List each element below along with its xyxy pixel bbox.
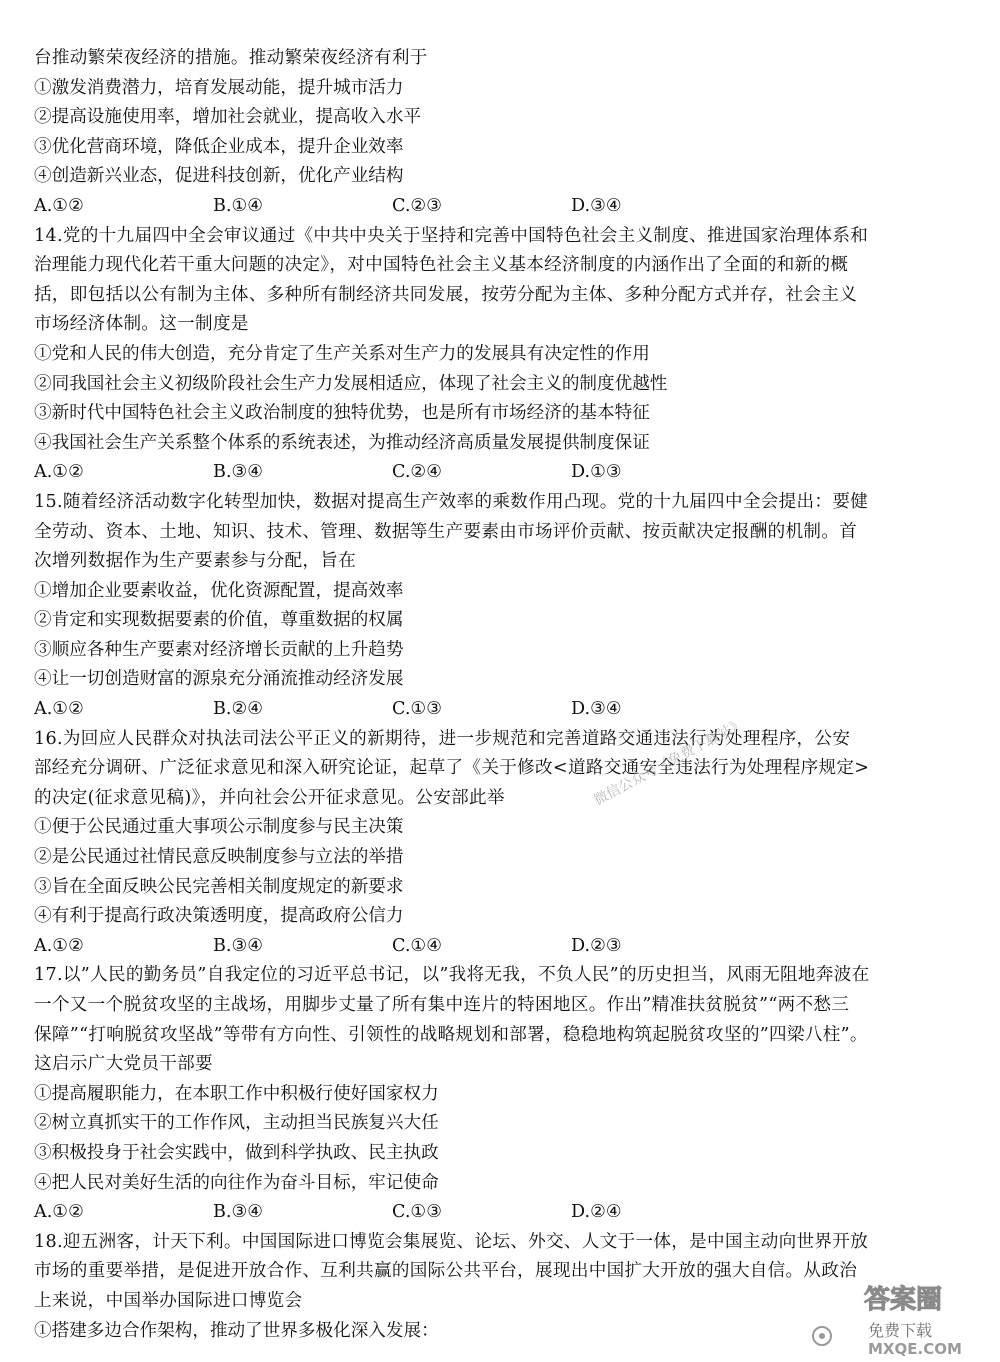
q16-answer-c: C.①④ — [392, 935, 442, 956]
exam-content — [34, 44, 964, 1346]
q16-option-4: ④有利于提高行政决策透明度，提高政府公信力 — [34, 906, 404, 927]
q17-stem-line: 保障”“打响脱贫攻坚战”等带有方向性、引领性的战略规划和部署，稳稳地构筑起脱贫攻坚的”四梁八柱”。 — [34, 1024, 868, 1045]
q13-answer-b: B.①④ — [213, 195, 264, 216]
q16-answer-a: A.①② — [34, 935, 84, 956]
q16-answer-b: B.③④ — [213, 935, 264, 956]
q17-option-4: ④把人民对美好生活的向往作为奋斗目标，牢记使命 — [34, 1172, 439, 1193]
q14-answer-d: D.①③ — [571, 462, 622, 483]
q17-stem-line: 17.以”人民的勤务员”自我定位的习近平总书记，以”我将无我，不负人民”的历史担当，风雨无阻地奔波在 — [34, 965, 870, 986]
question-13-stem: 台推动繁荣夜经济的措施。推动繁荣夜经济有利于 — [34, 48, 428, 68]
logo-site-text: MXQE.COM — [868, 1340, 962, 1358]
q15-answer-c: C.①③ — [392, 699, 442, 720]
question-14-stem — [34, 222, 964, 340]
q16-option-3: ③旨在全面反映公民完善相关制度规定的新要求 — [34, 876, 404, 897]
q16-answers — [34, 932, 964, 962]
q13-answers — [34, 192, 964, 222]
q14-option-3: ③新时代中国特色社会主义政治制度的独特优势，也是所有市场经济的基本特征 — [34, 403, 650, 424]
q17-answer-d: D.②④ — [571, 1202, 622, 1223]
q17-answer-b: B.③④ — [213, 1202, 264, 1223]
wechat-watermark: 微信公众号《免费下载站》 — [591, 715, 748, 809]
q14-stem-line: 市场经济体制。这一制度是 — [34, 314, 249, 335]
q17-stem-line: 一个又一个脱贫攻坚的主战场，用脚步丈量了所有集中连片的特困地区。作出”精准扶贫脱贫”“两不愁三 — [34, 995, 850, 1015]
q18-stem-line: 上来说，中国举办国际进口博览会 — [34, 1290, 303, 1311]
question-14 — [34, 222, 964, 488]
q18-stem-line: 18.迎五洲客，计天下利。中国国际进口博览会集展览、论坛、外交、人文于一体，是中国主动向世界开放 — [34, 1231, 869, 1252]
q15-answers — [34, 695, 964, 725]
q14-answer-a: A.①② — [34, 462, 84, 483]
q17-answers — [34, 1198, 964, 1228]
question-17-stem — [34, 961, 964, 1079]
logo-title-text: 答案圈 — [864, 1285, 943, 1315]
q16-option-2: ②是公民通过社情民意反映制度参与立法的举措 — [34, 847, 404, 868]
question-15 — [34, 488, 964, 725]
q14-option-1: ①党和人民的伟大创造，充分肯定了生产关系对生产力的发展具有决定性的作用 — [34, 343, 650, 364]
q13-option-1: ①激发消费潜力，培育发展动能，提升城市活力 — [34, 77, 404, 98]
q14-answer-c: C.②④ — [392, 462, 442, 483]
q15-option-1: ①增加企业要素收益，优化资源配置，提高效率 — [34, 580, 404, 601]
logo-graphic — [802, 1278, 992, 1358]
q15-answer-a: A.①② — [34, 699, 84, 720]
q15-option-2: ②肯定和实现数据要素的价值，尊重数据的权属 — [34, 610, 404, 631]
q15-answer-b: B.②④ — [213, 699, 264, 720]
q16-stem-line: 的决定(征求意见稿)》，并向社会公开征求意见。公安部此举 — [34, 787, 505, 808]
q15-stem-line: 全劳动、资本、土地、知识、技术、管理、数据等生产要素由市场评价贡献、按贡献决定报酬的机制。首 — [34, 521, 858, 542]
q18-option-1: ①搭建多边合作架构，推动了世界多极化深入发展： — [34, 1320, 439, 1341]
question-13 — [34, 44, 964, 222]
q14-answers — [34, 458, 964, 488]
q13-answer-a: A.①② — [34, 195, 84, 216]
q13-answer-c: C.②③ — [392, 195, 442, 216]
logo-dot-icon — [819, 1333, 825, 1339]
q13-answer-d: D.③④ — [571, 195, 622, 216]
q16-stem-line: 16.为回应人民群众对执法司法公平正义的新期待，进一步规范和完善道路交通违法行为处理程序，公安 — [34, 728, 851, 749]
q15-option-3: ③顺应各种生产要素对经济增长贡献的上升趋势 — [34, 639, 404, 660]
site-logo — [802, 1278, 992, 1358]
q15-answer-d: D.③④ — [571, 699, 622, 720]
q14-option-2: ②同我国社会主义初级阶段社会生产力发展相适应，体现了社会主义的制度优越性 — [34, 373, 668, 394]
q16-stem-line: 部经充分调研、广泛征求意见和深入研究论证，起草了《关于修改<道路交通安全违法行为处理程序规定> — [34, 758, 870, 779]
q15-option-4: ④让一切创造财富的源泉充分涌流推动经济发展 — [34, 669, 404, 690]
q15-stem-line: 次增列数据作为生产要素参与分配，旨在 — [34, 551, 357, 572]
question-15-stem — [34, 488, 964, 577]
question-17 — [34, 961, 964, 1227]
q13-option-2: ②提高设施使用率，增加社会就业，提高收入水平 — [34, 107, 422, 128]
q17-answer-a: A.①② — [34, 1202, 84, 1223]
q17-stem-line: 这启示广大党员干部要 — [34, 1054, 213, 1075]
logo-subtitle-text: 免费下载 — [868, 1321, 933, 1340]
q14-stem-line: 治理能力现代化若干重大问题的决定》，对中国特色社会主义基本经济制度的内涵作出了全面的和新的概 — [34, 255, 849, 276]
q14-answer-b: B.③④ — [213, 462, 264, 483]
q14-stem-line: 括，即包括以公有制为主体、多种所有制经济共同发展，按劳分配为主体、多种分配方式并存，社会主义 — [34, 284, 858, 305]
q18-stem-line: 市场的重要举措，是促进开放合作、互利共赢的国际公共平台，展现出中国扩大开放的强大自信。从政治 — [34, 1261, 858, 1282]
q16-answer-d: D.②③ — [571, 935, 622, 956]
question-16-stem — [34, 725, 964, 814]
question-16 — [34, 725, 964, 962]
q17-option-2: ②树立真抓实干的工作作风，主动担当民族复兴大任 — [34, 1113, 439, 1134]
q14-option-4: ④我国社会生产关系整个体系的系统表述，为推动经济高质量发展提供制度保证 — [34, 432, 650, 453]
q13-option-3: ③优化营商环境，降低企业成本，提升企业效率 — [34, 136, 404, 157]
q16-option-1: ①便于公民通过重大事项公示制度参与民主决策 — [34, 817, 404, 838]
q14-stem-line: 14.党的十九届四中全会审议通过《中共中央关于坚持和完善中国特色社会主义制度、推进国家治理体系和 — [34, 225, 869, 246]
q17-option-1: ①提高履职能力，在本职工作中积极行使好国家权力 — [34, 1083, 439, 1104]
q17-answer-c: C.①③ — [392, 1202, 442, 1223]
q17-option-3: ③积极投身于社会实践中，做到科学执政、民主执政 — [34, 1142, 439, 1163]
q13-option-4: ④创造新兴业态，促进科技创新，优化产业结构 — [34, 166, 404, 187]
q15-stem-line: 15.随着经济活动数字化转型加快，数据对提高生产效率的乘数作用凸现。党的十九届四中全会提出：要健 — [34, 491, 869, 512]
